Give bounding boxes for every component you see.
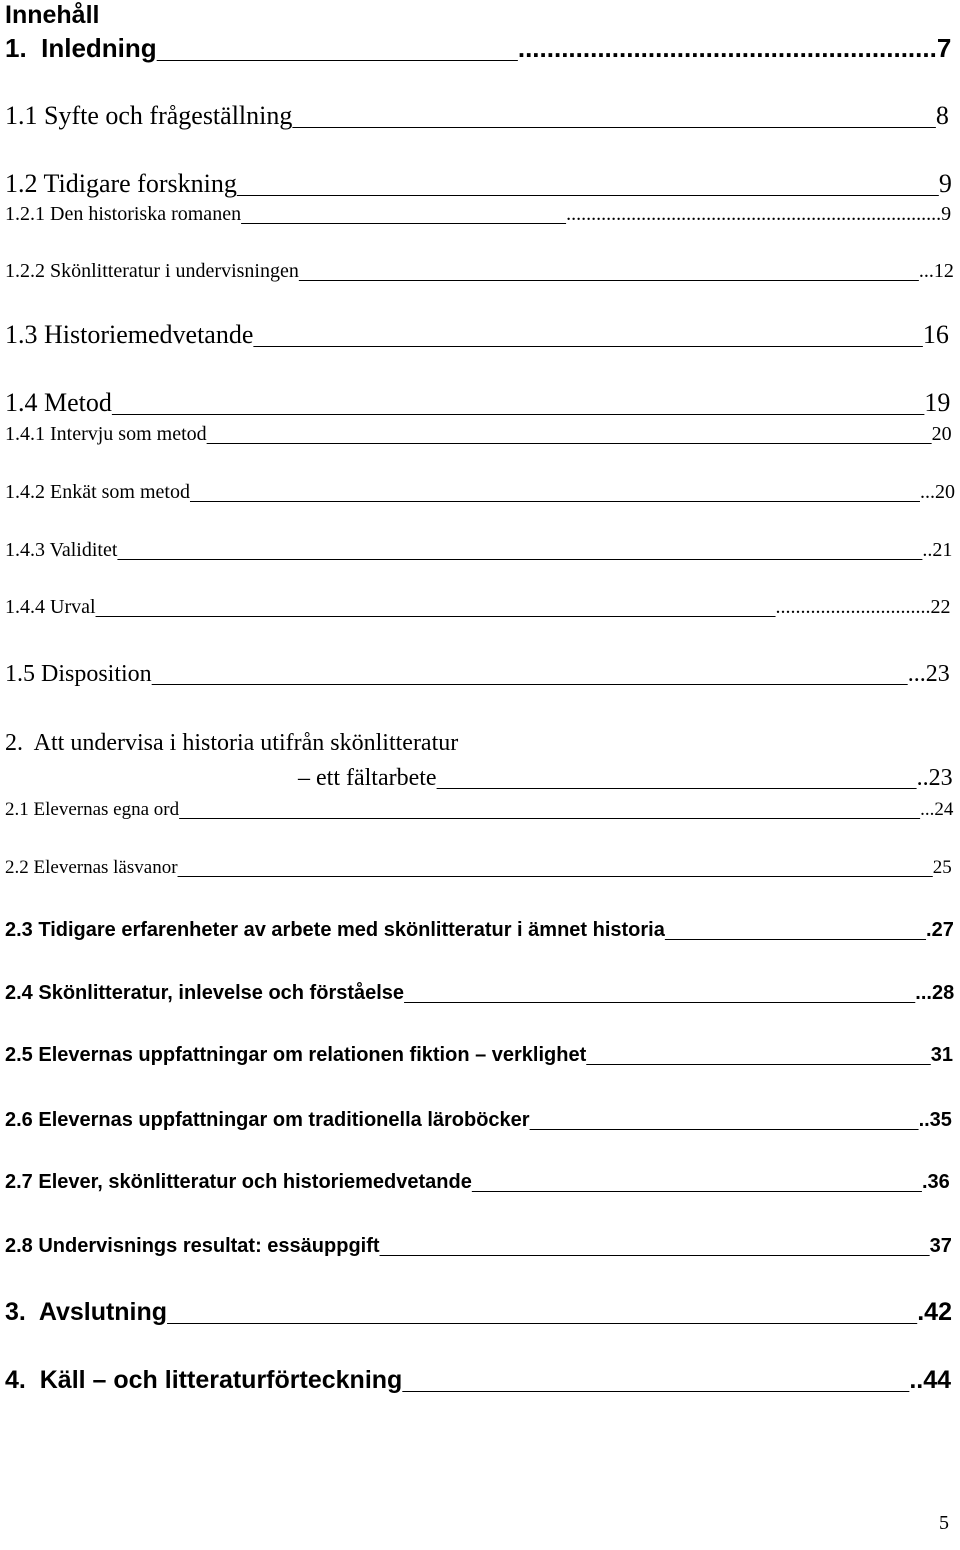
toc-leader xyxy=(117,539,922,561)
toc-entry-page: ...23 xyxy=(907,661,950,687)
toc-heading: Innehåll xyxy=(5,1,100,29)
toc-entry-title: 1.3 Historiemedvetande xyxy=(5,320,254,349)
toc-entry[interactable] xyxy=(5,1368,951,1393)
toc-entry-title: 1.4.4 Urval xyxy=(5,596,96,618)
toc-entry-title: 2.3 Tidigare erfarenheter av arbete med skönlitteratur i ämnet historia xyxy=(5,919,665,941)
toc-leader xyxy=(292,101,936,130)
toc-entry-page: ...20 xyxy=(919,481,955,503)
toc-entry[interactable] xyxy=(5,322,949,348)
toc-entry-title: 1.2.2 Skönlitteratur i undervisningen xyxy=(5,260,299,282)
toc-entry-title: 1.2.1 Den historiska romanen xyxy=(5,203,242,225)
toc-entry-page: 20 xyxy=(931,423,952,445)
toc-leader xyxy=(253,320,923,349)
toc-entry-title: 1.5 Disposition xyxy=(5,661,152,687)
toc-entry[interactable] xyxy=(5,390,950,416)
toc-entry-title: 2.1 Elevernas egna ord xyxy=(5,799,180,820)
toc-entry[interactable] xyxy=(5,597,951,617)
toc-entry[interactable] xyxy=(298,766,953,790)
toc-entry-page: ..........................................................7 xyxy=(517,33,952,63)
toc-leader xyxy=(241,203,566,225)
toc-entry-page: 16 xyxy=(922,320,949,349)
toc-leader xyxy=(207,423,932,445)
toc-entry[interactable] xyxy=(5,1236,952,1256)
toc-entry-title: 2.6 Elevernas uppfattningar om traditionella läroböcker xyxy=(5,1109,530,1131)
toc-entry-page: 25 xyxy=(932,857,952,878)
toc-leader xyxy=(157,33,518,63)
toc-entry-title: 1.4.1 Intervju som metod xyxy=(5,423,207,445)
toc-leader xyxy=(380,1235,930,1257)
toc-entry-page: ..35 xyxy=(918,1109,952,1131)
toc-entry-title: 1. Inledning xyxy=(5,33,157,63)
toc-entry[interactable] xyxy=(5,261,954,281)
toc-leader xyxy=(167,1298,917,1326)
toc-entry-page: .42 xyxy=(917,1298,952,1326)
toc-leader xyxy=(404,982,915,1004)
toc-leader xyxy=(665,919,926,941)
toc-entry[interactable] xyxy=(5,1110,952,1130)
toc-entry-title: 2.2 Elevernas läsvanor xyxy=(5,857,178,878)
toc-leader xyxy=(112,388,925,417)
toc-entry[interactable] xyxy=(5,731,458,755)
toc-entry-page: 31 xyxy=(930,1044,954,1066)
toc-leader xyxy=(237,169,939,198)
toc-leader xyxy=(299,260,919,282)
toc-leader xyxy=(152,661,908,687)
toc-entry[interactable] xyxy=(5,1172,950,1192)
toc-entry[interactable] xyxy=(5,540,952,560)
toc-entry-page: .36 xyxy=(921,1171,950,1193)
toc-entry-page: ..44 xyxy=(909,1366,952,1394)
toc-leader xyxy=(472,1171,922,1193)
toc-entry-page: ..23 xyxy=(916,765,953,791)
toc-entry-page: ...........................................................................9 xyxy=(566,203,952,225)
toc-leader xyxy=(530,1109,919,1131)
toc-entry[interactable] xyxy=(5,920,954,940)
toc-entry[interactable] xyxy=(5,662,950,686)
toc-entry-title: 2.7 Elever, skönlitteratur och historiemedvetande xyxy=(5,1171,472,1193)
toc-leader xyxy=(96,596,776,618)
toc-entry-page: 19 xyxy=(924,388,951,417)
toc-entry-page: 37 xyxy=(929,1235,952,1257)
toc-entry[interactable] xyxy=(5,103,949,129)
toc-entry-title: 2.8 Undervisnings resultat: essäuppgift xyxy=(5,1235,380,1257)
toc-entry-page: ...12 xyxy=(918,260,954,282)
toc-entry[interactable] xyxy=(5,171,952,197)
toc-entry-page: ..21 xyxy=(922,539,953,561)
toc-entry-title: – ett fältarbete xyxy=(298,765,437,791)
toc-entry-page: 9 xyxy=(938,169,952,198)
toc-leader xyxy=(437,765,917,791)
toc-entry[interactable] xyxy=(5,858,952,877)
toc-entry-page: 8 xyxy=(935,101,949,130)
toc-entry[interactable] xyxy=(5,482,955,502)
toc-leader xyxy=(178,857,933,878)
toc-entry-title: 3. Avslutning xyxy=(5,1298,168,1326)
toc-entry-page: ...............................22 xyxy=(775,596,951,618)
toc-entry-page: ...28 xyxy=(915,982,955,1004)
toc-entry-title: 1.4 Metod xyxy=(5,388,112,417)
toc-entry-title: 2.5 Elevernas uppfattningar om relationen fiktion – verklighet xyxy=(5,1044,587,1066)
page-number: 5 xyxy=(939,1512,949,1534)
toc-entry-title: 1.2 Tidigare forskning xyxy=(5,169,237,198)
toc-entry[interactable] xyxy=(5,424,952,444)
toc-entry-title: 4. Käll – och litteraturförteckning xyxy=(5,1366,403,1394)
toc-entry[interactable] xyxy=(5,800,953,819)
toc-leader xyxy=(402,1366,909,1394)
toc-entry[interactable] xyxy=(5,983,954,1003)
toc-entry[interactable] xyxy=(5,204,951,224)
toc-entry[interactable] xyxy=(5,1300,952,1325)
toc-entry-title: 1.4.3 Validitet xyxy=(5,539,118,561)
toc-entry-title: 1.1 Syfte och frågeställning xyxy=(5,101,293,130)
toc-entry-page: ...24 xyxy=(920,799,954,820)
toc-entry-page: .27 xyxy=(926,919,954,941)
toc-entry[interactable] xyxy=(5,35,951,61)
toc-leader xyxy=(190,481,920,503)
toc-leader xyxy=(179,799,920,820)
toc-leader xyxy=(586,1044,931,1066)
toc-entry[interactable] xyxy=(5,1045,953,1065)
toc-entry-title: 1.4.2 Enkät som metod xyxy=(5,481,190,503)
toc-entry-title: 2. Att undervisa i historia utifrån skönlitteratur xyxy=(5,730,459,756)
toc-entry-title: 2.4 Skönlitteratur, inlevelse och förståelse xyxy=(5,982,405,1004)
